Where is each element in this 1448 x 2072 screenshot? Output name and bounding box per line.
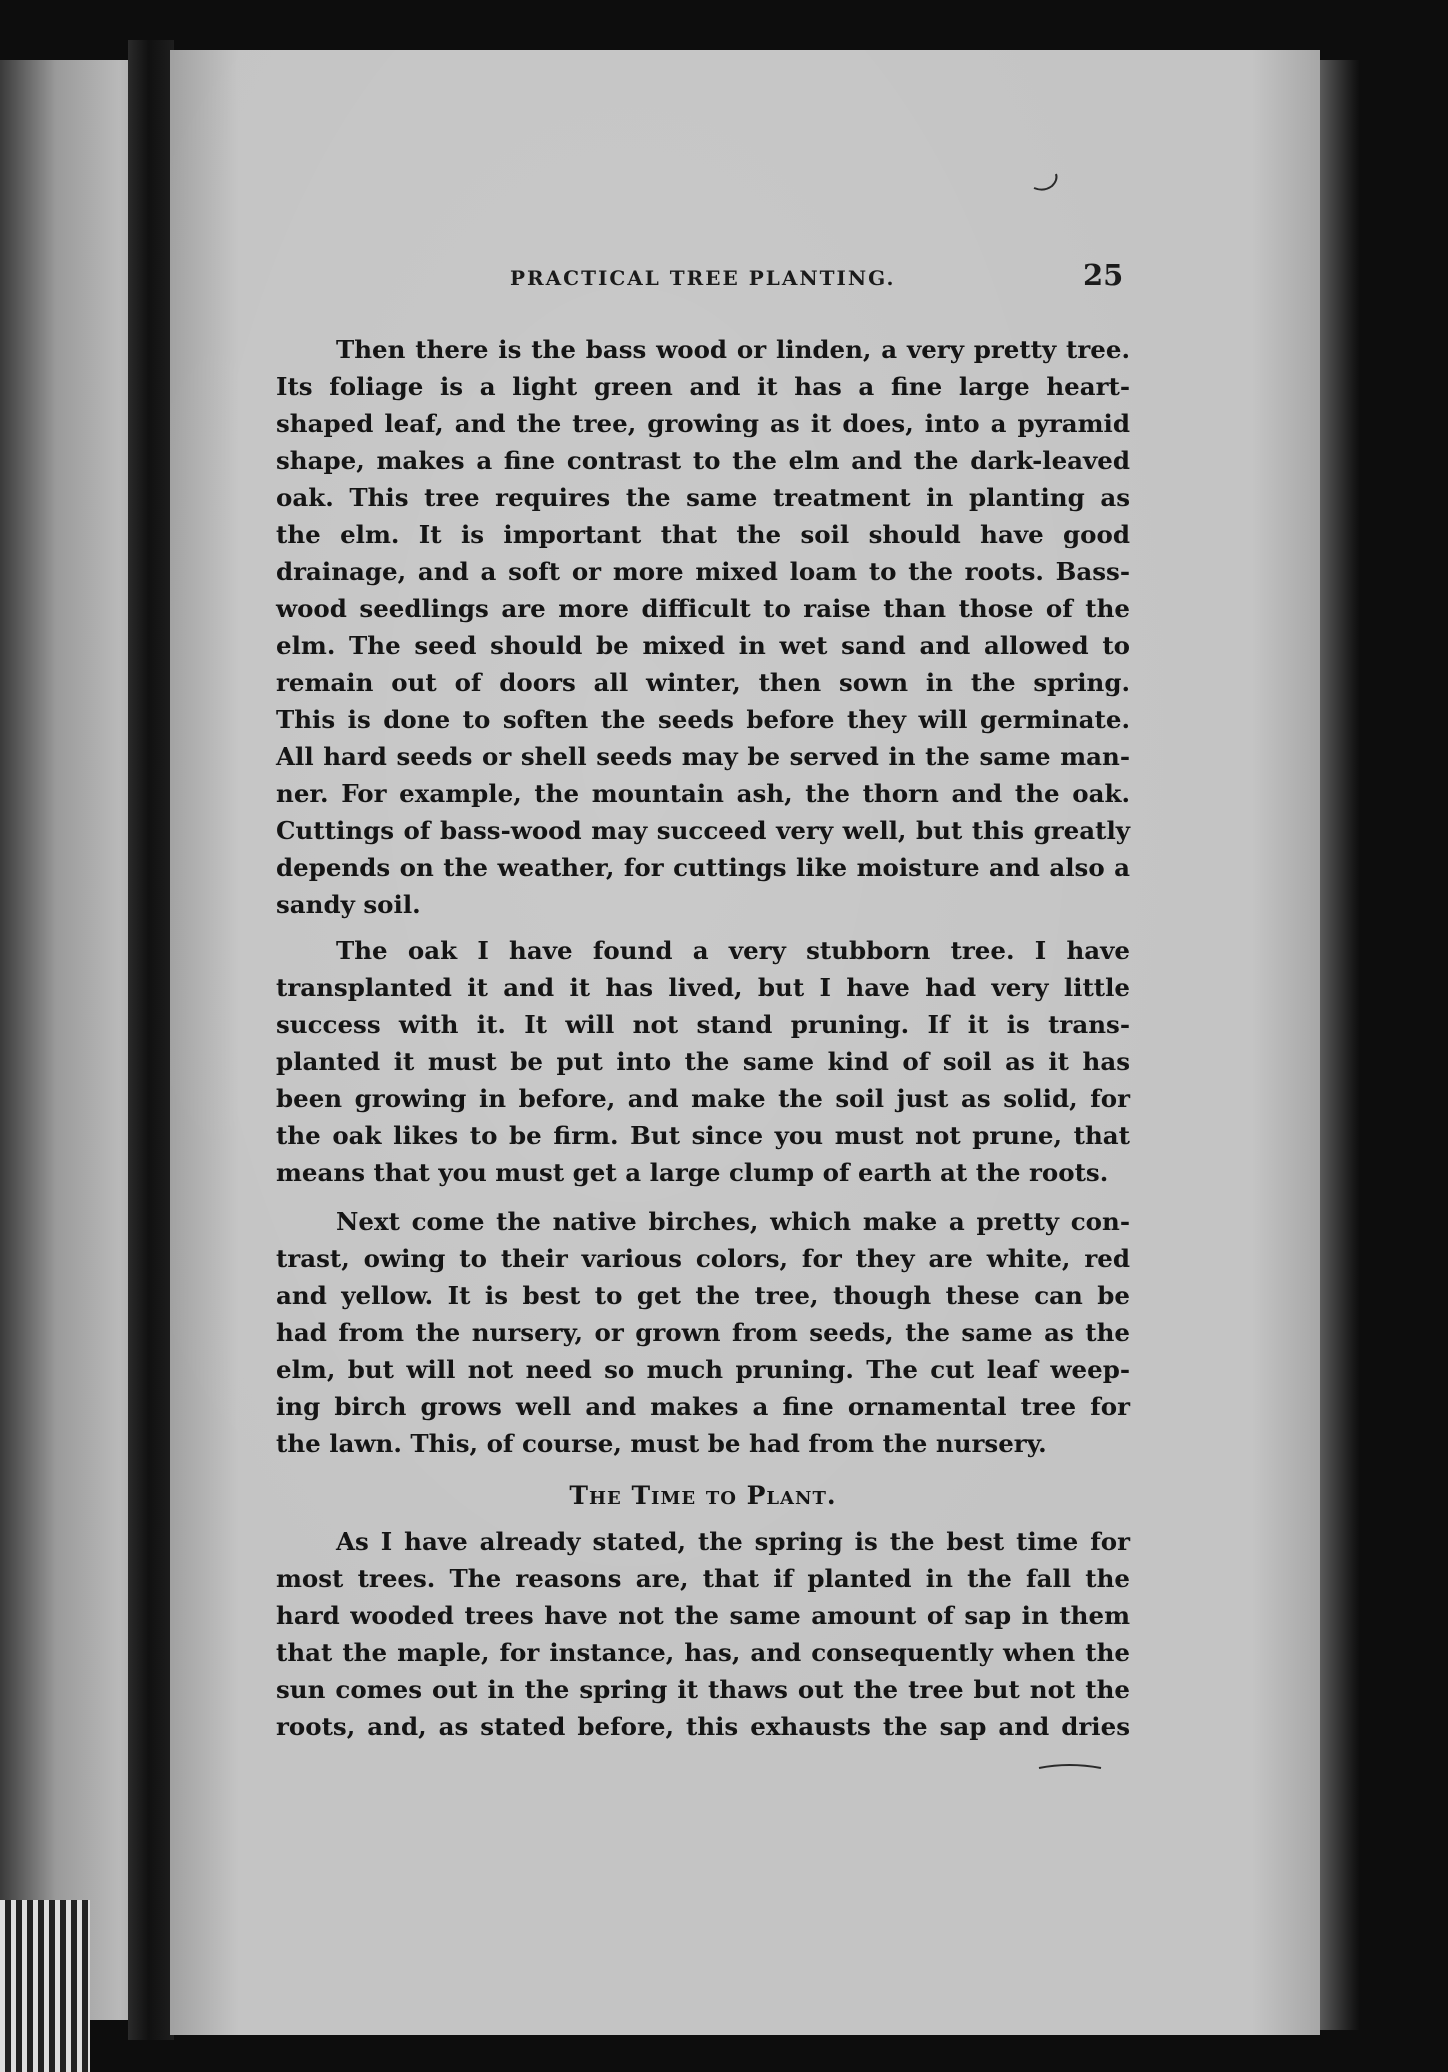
text-line: and yellow. It is best to get the tree, though these can be (276, 1281, 1130, 1310)
text-line: elm. The seed should be mixed in wet sand and allowed to (276, 631, 1130, 660)
text-line: Cuttings of bass-wood may succeed very well, but this greatly (276, 816, 1130, 845)
text-line: drainage, and a soft or more mixed loam to the roots. Bass- (276, 557, 1130, 586)
book-gutter (128, 40, 174, 2040)
text-line: Then there is the bass wood or linden, a very pretty tree. (336, 335, 1130, 364)
page-right-edge (1320, 60, 1360, 2030)
text-line: the lawn. This, of course, must be had from the nursery. (276, 1429, 1047, 1458)
text-line: most trees. The reasons are, that if planted in the fall the (276, 1564, 1130, 1593)
text-line: success with it. It will not stand pruning. If it is trans- (276, 1010, 1130, 1039)
text-line: This is done to soften the seeds before they will germinate. (276, 705, 1130, 734)
text-line: had from the nursery, or grown from seeds, the same as the (276, 1318, 1130, 1347)
text-line: ner. For example, the mountain ash, the thorn and the oak. (276, 779, 1130, 808)
page-edge-fringe (0, 1900, 90, 2072)
text-line: Next come the native birches, which make a pretty con- (336, 1207, 1130, 1236)
text-line: All hard seeds or shell seeds may be served in the same man- (276, 742, 1130, 771)
text-line: elm, but will not need so much pruning. The cut leaf weep- (276, 1355, 1130, 1384)
text-line: The oak I have found a very stubborn tree. I have (336, 936, 1130, 965)
text-line: oak. This tree requires the same treatment in planting as (276, 483, 1130, 512)
text-line: the elm. It is important that the soil should have good (276, 520, 1130, 549)
text-line: planted it must be put into the same kind of soil as it has (276, 1047, 1130, 1076)
text-line: wood seedlings are more difficult to raise than those of the (276, 594, 1130, 623)
text-line: ing birch grows well and makes a fine ornamental tree for (276, 1392, 1130, 1421)
pencil-dash-icon (1035, 1760, 1105, 1774)
text-line: means that you must get a large clump of earth at the roots. (276, 1158, 1109, 1187)
text-line: sun comes out in the spring it thaws out the tree but not the (276, 1675, 1130, 1704)
text-line: As I have already stated, the spring is the best time for (336, 1527, 1130, 1556)
pencil-mark-icon (1030, 170, 1070, 200)
running-head: PRACTICAL TREE PLANTING. (510, 266, 896, 290)
text-line: the oak likes to be firm. But since you must not prune, that (276, 1121, 1130, 1150)
text-line: Its foliage is a light green and it has a fine large heart- (276, 372, 1130, 401)
text-line: hard wooded trees have not the same amount of sap in them (276, 1601, 1130, 1630)
text-line: depends on the weather, for cuttings like moisture and also a (276, 853, 1130, 882)
text-line: roots, and, as stated before, this exhausts the sap and dries (276, 1712, 1130, 1741)
text-line: transplanted it and it has lived, but I have had very little (276, 973, 1130, 1002)
text-line: been growing in before, and make the soil just as solid, for (276, 1084, 1130, 1113)
page-number: 25 (1083, 258, 1124, 292)
text-line: trast, owing to their various colors, for they are white, red (276, 1244, 1130, 1273)
facing-page-edge (0, 60, 140, 2020)
text-line: sandy soil. (276, 890, 421, 919)
text-line: shaped leaf, and the tree, growing as it does, into a pyramid (276, 409, 1130, 438)
text-line: remain out of doors all winter, then sown in the spring. (276, 668, 1130, 697)
text-line: that the maple, for instance, has, and consequently when the (276, 1638, 1130, 1667)
section-heading: The Time to Plant. (569, 1481, 837, 1510)
text-line: shape, makes a fine contrast to the elm and the dark-leaved (276, 446, 1130, 475)
